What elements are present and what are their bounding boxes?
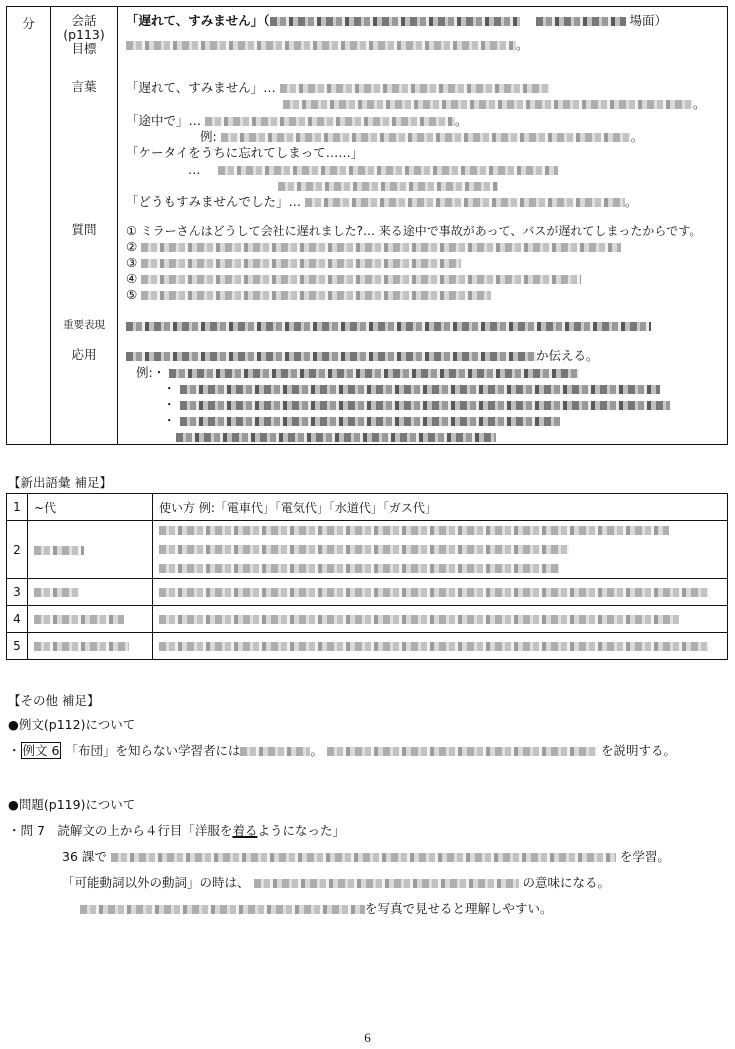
redacted-text (159, 545, 569, 554)
application-example-2: ・ (163, 381, 660, 397)
problem-7: ・問 7 読解文の上から４行目「洋服を着るようになった」 (8, 823, 345, 838)
minutes-cell (7, 7, 51, 445)
redacted-text (180, 417, 560, 426)
question-2: ② (126, 239, 621, 255)
minutes-label: 分 (22, 16, 35, 31)
goal-line-2: 。 (126, 37, 529, 53)
redacted-text (126, 322, 651, 331)
redacted-text (218, 166, 558, 175)
application-example-3: ・ (163, 397, 670, 413)
underlined-verb: 着る (232, 823, 258, 838)
redacted-text (270, 17, 520, 26)
application-example-4: ・ (163, 413, 560, 429)
word-phrase-2: 「途中で」… 。 (126, 113, 468, 128)
key-expression (126, 318, 651, 334)
redacted-text (327, 747, 597, 756)
redacted-text (536, 17, 626, 26)
redacted-text (305, 198, 625, 207)
redacted-text (278, 182, 498, 191)
redacted-text (141, 243, 621, 252)
vocab-row: 2 (7, 521, 728, 579)
dialogue-label: 会話 (71, 13, 97, 28)
redacted-text (34, 588, 79, 597)
redacted-text (111, 853, 616, 862)
problem-7-line-1: 36 課で を学習。 (62, 849, 670, 864)
problem-7-line-3: を写真で見せると理解しやすい。 (80, 899, 553, 917)
problem-heading: ●問題(p119)について (8, 797, 136, 812)
example-heading: ●例文(p112)について (8, 717, 136, 732)
example-6-box: 例文 6 (22, 743, 60, 758)
redacted-text (176, 433, 496, 442)
page-number: 6 (364, 1030, 371, 1045)
redacted-text (180, 385, 660, 394)
word-phrase-3-cont: … (188, 162, 558, 178)
other-section-title: 【その他 補足】 (8, 693, 100, 708)
redacted-text (169, 369, 579, 378)
redacted-text (34, 642, 129, 651)
application-line-1: か伝える。 (126, 348, 599, 364)
problem-7-line-2: 「可能動詞以外の動詞」の時は、 の意味になる。 (62, 875, 610, 890)
redacted-text (254, 879, 519, 888)
key-expression-label: 重要表現 (63, 319, 105, 331)
redacted-text (205, 117, 455, 126)
redacted-text (126, 352, 536, 361)
application-example-1: 例:・ (136, 365, 579, 381)
redacted-text (34, 546, 84, 555)
redacted-text (34, 615, 124, 624)
vocab-row: 5 (7, 633, 728, 660)
redacted-text (283, 100, 693, 109)
question-4: ④ (126, 271, 581, 287)
redacted-text (141, 275, 581, 284)
section-label-cell (51, 7, 118, 445)
vocab-row: 1 ~代 使い方 例:「電車代」「電気代」「水道代」「ガス代」 (7, 494, 728, 521)
word-phrase-1: 「遅れて、すみません」… (126, 80, 550, 96)
redacted-text (180, 401, 670, 410)
redacted-text (159, 526, 669, 535)
redacted-text (240, 747, 310, 756)
redacted-text (280, 84, 550, 93)
word-phrase-3: 「ケータイをうちに忘れてしまって……」 (126, 145, 364, 160)
redacted-text (159, 615, 679, 624)
redacted-text (221, 133, 631, 142)
redacted-text (159, 588, 709, 597)
dialogue-page: (p113) (63, 27, 105, 42)
questions-label: 質問 (71, 222, 97, 237)
vocab-table (6, 493, 728, 660)
word-phrase-1-cont: 。 (283, 96, 706, 112)
redacted-text (126, 41, 516, 50)
question-5: ⑤ (126, 287, 491, 303)
redacted-text (159, 564, 559, 573)
lesson-table (6, 6, 728, 445)
vocab-row: 3 (7, 579, 728, 606)
redacted-text (80, 905, 365, 914)
redacted-text (159, 642, 709, 651)
word-phrase-3-cont2 (278, 178, 498, 194)
redacted-text (141, 291, 491, 300)
word-example: 例: 。 (200, 129, 644, 144)
application-label: 応用 (71, 347, 97, 362)
application-example-4-cont (176, 429, 496, 445)
vocab-section-title: 【新出語彙 補足】 (8, 475, 112, 490)
words-label: 言葉 (71, 79, 97, 94)
content-cell (118, 7, 728, 445)
question-1: ① ミラーさんはどうして会社に遅れました?… 来る途中で事故があって、バスが遅れてしまったからです。 (126, 224, 702, 238)
redacted-text (141, 259, 461, 268)
example-note: ・ 例文 6 「布団」を知らない学習者には 。 を説明する。 (8, 743, 676, 758)
vocab-row: 4 (7, 606, 728, 633)
word-phrase-4: 「どうもすみませんでした」… 。 (126, 194, 638, 209)
question-3: ③ (126, 255, 461, 271)
goal-line-1: 「遅れて、すみません」（ 場面） (126, 13, 667, 28)
goal-label: 目標 (71, 41, 97, 56)
